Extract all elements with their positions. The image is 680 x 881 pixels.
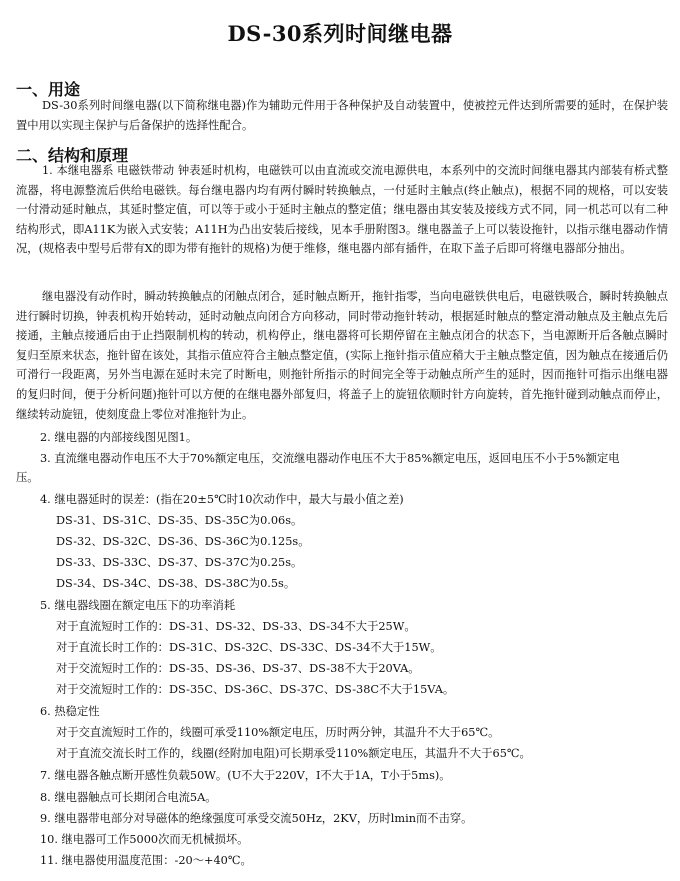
item-5-row: 对于交流短时工作的：DS-35C、DS-36C、DS-37C、DS-38C不大于15VA。 — [56, 683, 455, 696]
item-10: 10. 继电器可工作5000次而无机械损坏。 — [40, 833, 249, 846]
item-6-row: 对于直流交流长时工作的，线圈(经附加电阻)可长期承受110%额定电压，其温升不大于65℃。 — [56, 747, 531, 760]
item-3-line-2: 压。 — [16, 471, 39, 484]
item-8: 8. 继电器触点可长期闭合电流5A。 — [40, 791, 217, 804]
structure-paragraph-2: 继电器没有动作时，瞬动转换触点的闭触点闭合，延时触点断开，拖针指零，当向电磁铁供电后，电磁铁吸合，瞬时转换触点进行瞬时切换，钟表机构开始转动，延时动触点向闭合方向移动，同时带动拖针转动，根据延时触点的整定滑动触点及主触点先后接通，主触点接通后由于止挡限制机构的转动，机构停止，继电器将可长期停留在主触点闭合的状态下，当电源断开后各触点瞬时复归至原来状态，拖针留在该处，其指示值应符合主触点整定值，(实际上拖针指示值应稍大于主触点整定值，因为触点在接通后仍可滑行一段距离，另外当电源在延时未完了时断电，则拖针所指示的时间完全等于动触点所产生的延时，因而拖针可指示出继电器的复归时间，便于分析问题)拖针可以方便的在继电器外部复归，将盖子上的旋钮依顺时针方向旋转，首先拖针碰到动触点而停止，继续转动旋钮，使刻度盘上零位对准拖针为止。 — [16, 290, 668, 421]
item-6-title: 6. 热稳定性 — [40, 705, 100, 718]
item-6-row: 对于交直流短时工作的，线圈可承受110%额定电压，历时两分钟，其温升不大于65℃。 — [56, 726, 500, 739]
item-9: 9. 继电器带电部分对导磁体的绝缘强度可承受交流50Hz，2KV，历时lmin而不击穿。 — [40, 812, 473, 825]
item-7: 7. 继电器各触点断开感性负载50W。(U不大于220V，I不大于1A，T小于5ms)。 — [40, 769, 451, 782]
item-2: 2. 继电器的内部接线图见图1。 — [40, 431, 198, 444]
item-4-row: DS-31、DS-31C、DS-35、DS-35C为0.06s。 — [56, 514, 303, 527]
purpose-paragraph: DS-30系列时间继电器(以下简称继电器)作为辅助元件用于各种保护及自动装置中，使被控元件达到所需要的延时，在保护装置中用以实现主保护与后备保护的选择性配合。 — [16, 99, 668, 132]
item-5-row: 对于直流长时工作的：DS-31C、DS-32C、DS-33C、DS-34不大于15W。 — [56, 641, 442, 654]
item-4-row: DS-34、DS-34C、DS-38、DS-38C为0.5s。 — [56, 577, 296, 590]
item-4-title: 4. 继电器延时的误差：(指在20±5℃时10次动作中，最大与最小值之差) — [40, 493, 404, 506]
section-heading-purpose: 一、用途 — [16, 80, 81, 99]
item-5-row: 对于交流短时工作的：DS-35、DS-36、DS-37、DS-38不大于20VA。 — [56, 662, 420, 675]
section-heading-structure: 二、结构和原理 — [16, 146, 129, 165]
item-5-title: 5. 继电器线圈在额定电压下的功率消耗 — [40, 599, 236, 612]
item-3-line-1: 3. 直流继电器动作电压不大于70%额定电压，交流继电器动作电压不大于85%额定电压，返回电压不小于5%额定电 — [40, 452, 620, 465]
item-5-row: 对于直流短时工作的：DS-31、DS-32、DS-33、DS-34不大于25W。 — [56, 620, 416, 633]
item-4-row: DS-33、DS-33C、DS-37、DS-37C为0.25s。 — [56, 556, 303, 569]
item-4-row: DS-32、DS-32C、DS-36、DS-36C为0.125s。 — [56, 535, 310, 548]
item-11: 11. 继电器使用温度范围：-20～+40℃。 — [40, 854, 252, 867]
page-title: DS-30系列时间继电器 — [227, 21, 453, 46]
structure-paragraph-1: 1. 本继电器系 电磁铁带动 钟表延时机构，电磁铁可以由直流或交流电源供电，本系列中的交流时间继电器其内部装有桥式整流器，将电源整流后供给电磁铁。每台继电器内均有两付瞬时转换触点，一付延时主触点(终止触点)，根据不同的规格，可以安装一付滑动延时触点，其延时整定值，可以等于或小于延时主触点的整定值；继电器由其安装及接线方式不同，同一机芯可以有二种结构形式，即A11K为嵌入式安装；A11H为凸出安装后接线，见本手册附图3。继电器盖子上可以装设拖针，以指示继电器动作情况，(规格表中型号后带有X的即为带有拖针的规格)为便于维修，继电器内部有插件，在取下盖子后即可将继电器部分抽出。 — [16, 164, 668, 256]
